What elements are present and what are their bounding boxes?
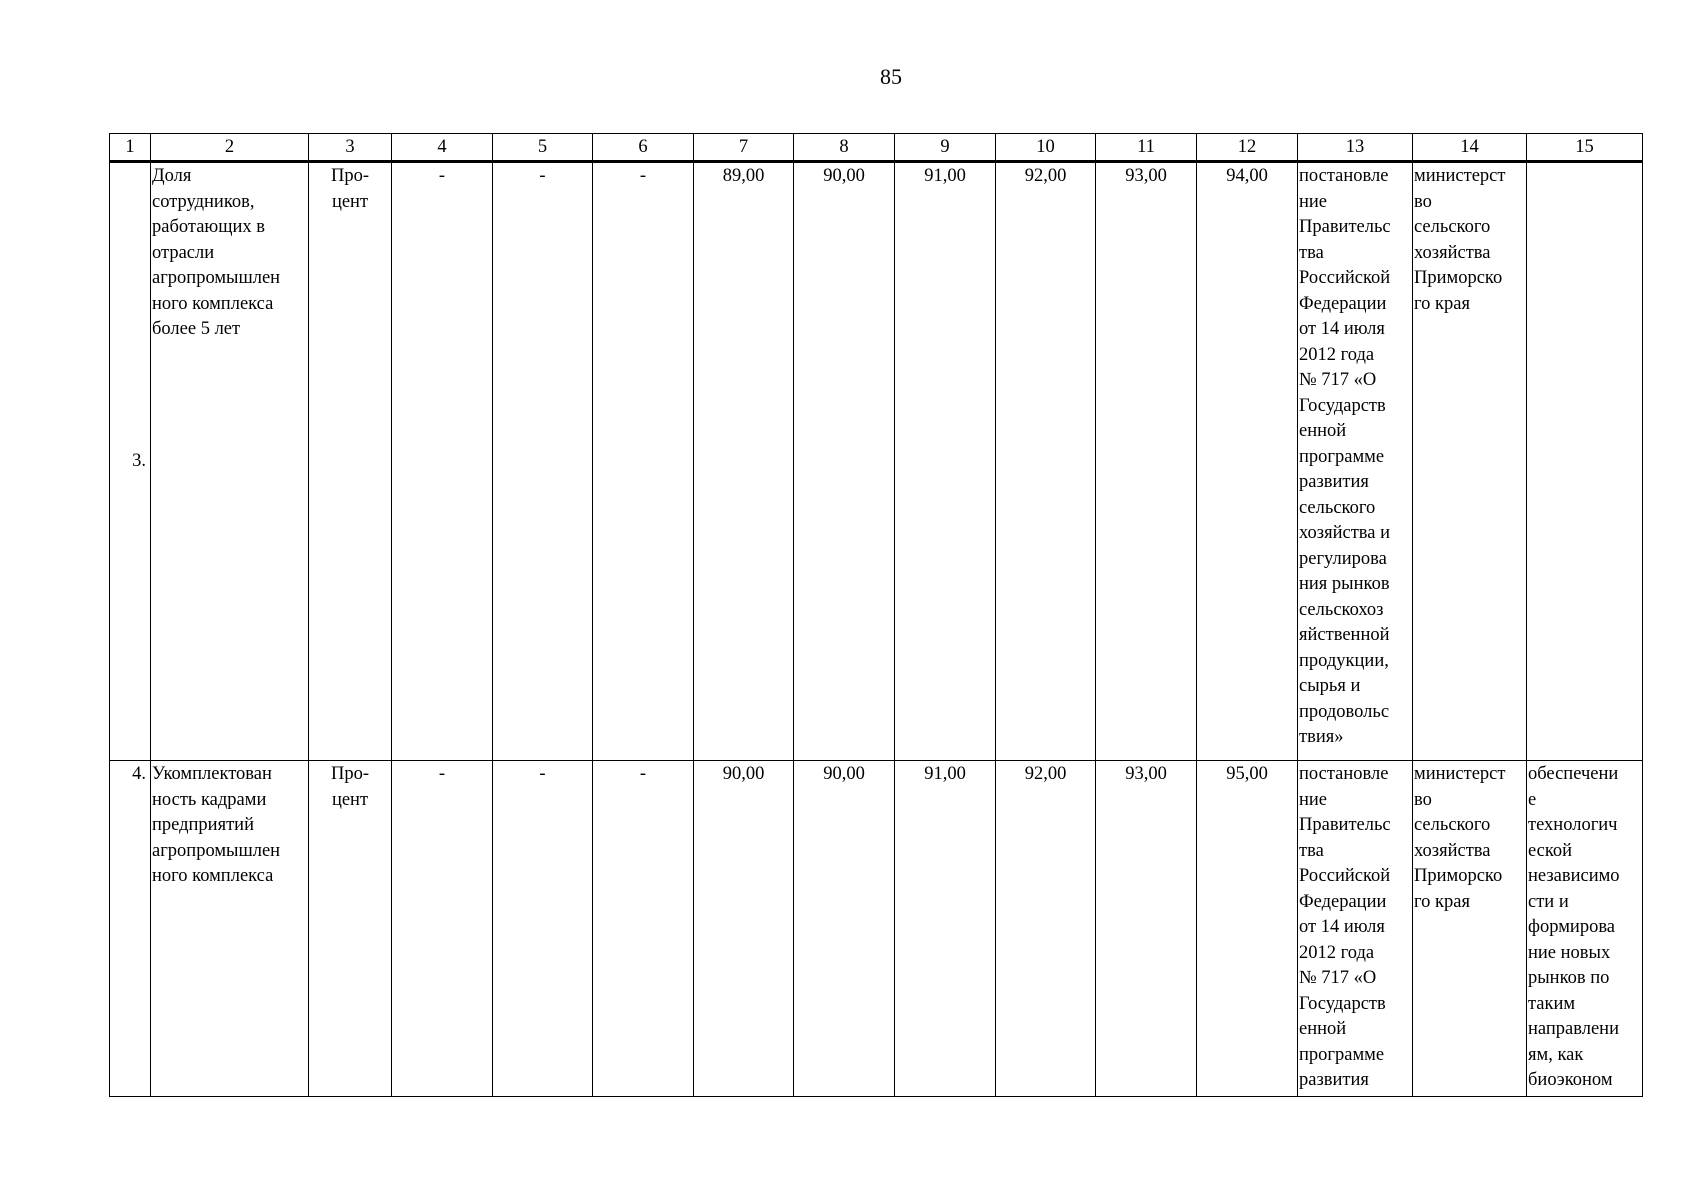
header-cell: 7	[694, 134, 794, 162]
note-cell	[1527, 162, 1643, 761]
indicator-name: Укомплектован ность кадрами предприятий агропромышлен ного комплекса	[151, 761, 309, 1097]
value-cell: -	[593, 761, 694, 1097]
value-cell: 90,00	[794, 162, 895, 761]
header-cell: 3	[309, 134, 392, 162]
value-cell: -	[392, 761, 493, 1097]
header-cell: 14	[1413, 134, 1527, 162]
value-cell: 91,00	[895, 761, 996, 1097]
unit-cell: Про- цент	[309, 761, 392, 1097]
legal-basis-cell: постановле ние Правительс тва Российской Федерации от 14 июля 2012 года № 717 «О Государств енной программе развития	[1298, 761, 1413, 1097]
header-cell: 15	[1527, 134, 1643, 162]
value-cell: 89,00	[694, 162, 794, 761]
header-cell: 13	[1298, 134, 1413, 162]
value-cell: 90,00	[694, 761, 794, 1097]
indicator-table	[109, 133, 1643, 1097]
value-cell: 95,00	[1197, 761, 1298, 1097]
header-cell: 10	[996, 134, 1096, 162]
page-number: 85	[880, 64, 902, 89]
value-cell: 92,00	[996, 761, 1096, 1097]
header-cell: 8	[794, 134, 895, 162]
header-cell: 5	[493, 134, 593, 162]
row-number: 3.	[110, 162, 151, 761]
legal-basis-cell: постановле ние Правительс тва Российской Федерации от 14 июля 2012 года № 717 «О Государств енной программе развития сельского хозяйства и регулирова ния рынков сельскохоз яйственной продукции, сырья и продовольс твия»	[1298, 162, 1413, 761]
header-cell: 9	[895, 134, 996, 162]
value-cell: -	[493, 162, 593, 761]
unit-cell: Про- цент	[309, 162, 392, 761]
value-cell: 93,00	[1096, 162, 1197, 761]
header-cell: 12	[1197, 134, 1298, 162]
value-cell: -	[493, 761, 593, 1097]
value-cell: -	[593, 162, 694, 761]
indicator-name: Доля сотрудников, работающих в отрасли агропромышлен ного комплекса более 5 лет	[151, 162, 309, 761]
header-cell: 1	[110, 134, 151, 162]
responsible-cell: министерст во сельского хозяйства Приморско го края	[1413, 761, 1527, 1097]
responsible-cell: министерст во сельского хозяйства Приморско го края	[1413, 162, 1527, 761]
table-row	[110, 761, 1643, 1097]
note-cell: обеспечени е технологич еской независимо сти и формирова ние новых рынков по таким направлени ям, как биоэконом	[1527, 761, 1643, 1097]
header-cell: 4	[392, 134, 493, 162]
value-cell: 92,00	[996, 162, 1096, 761]
header-cell: 2	[151, 134, 309, 162]
value-cell: 93,00	[1096, 761, 1197, 1097]
value-cell: -	[392, 162, 493, 761]
header-cell: 6	[593, 134, 694, 162]
header-cell: 11	[1096, 134, 1197, 162]
header-row	[110, 134, 1643, 162]
value-cell: 91,00	[895, 162, 996, 761]
table-row	[110, 162, 1643, 761]
row-number: 4.	[110, 761, 151, 1097]
value-cell: 90,00	[794, 761, 895, 1097]
value-cell: 94,00	[1197, 162, 1298, 761]
